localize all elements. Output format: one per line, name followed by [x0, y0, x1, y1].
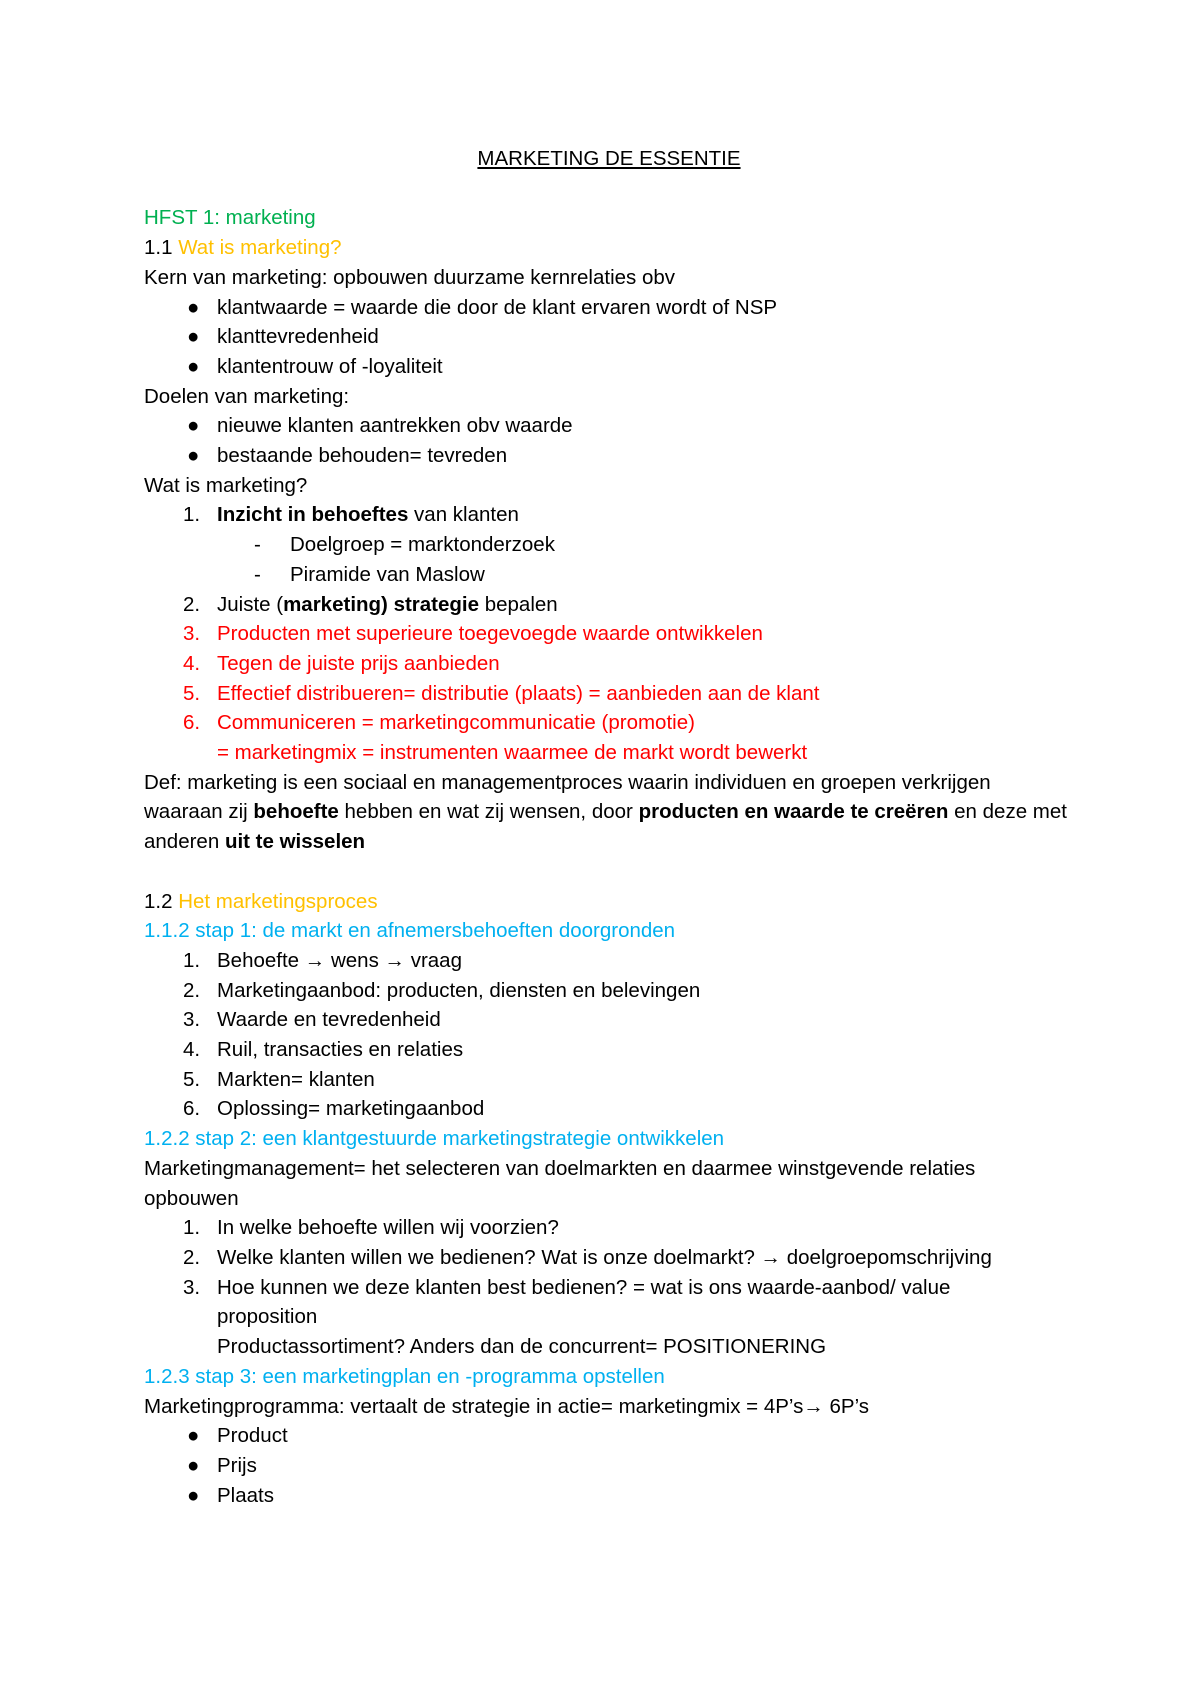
positionering-line: Productassortiment? Anders dan de concurrent= POSITIONERING: [217, 1335, 827, 1359]
bullet-icon: ●: [187, 325, 200, 349]
numbered-item: 3. Waarde en tevredenheid: [183, 1008, 441, 1032]
section-1-2-heading: [144, 887, 1074, 917]
numbered-item: 2. Juiste (marketing) strategie bepalen: [183, 592, 558, 616]
step-2-intro: Marketingmanagement= het selecteren van doelmarkten en daarmee winstgevende relaties opbouwen: [144, 1156, 976, 1210]
bullet-icon: ●: [187, 1483, 200, 1507]
numbered-item: 6. Communiceren = marketingcommunicatie (promotie): [183, 711, 695, 735]
numbered-item: 3. Hoe kunnen we deze klanten best bedienen? = wat is ons waarde-aanbod/ value proposition: [183, 1275, 951, 1329]
bullet-icon: ●: [187, 354, 200, 378]
list-item: ● nieuwe klanten aantrekken obv waarde: [144, 411, 1074, 441]
section-1-1-heading: [144, 233, 1074, 263]
numbered-item: 4. Ruil, transacties en relaties: [183, 1038, 464, 1062]
section-title: Het marketingsproces: [178, 889, 378, 913]
bullet-icon: ●: [187, 1453, 200, 1477]
numbered-item: 4. Tegen de juiste prijs aanbieden: [183, 651, 500, 675]
marketingmix-line: = marketingmix = instrumenten waarmee de markt wordt bewerkt: [217, 741, 808, 765]
numbered-item: 1. Behoefte → wens → vraag: [183, 948, 462, 972]
list-item: ● klantwaarde = waarde die door de klant ervaren wordt of NSP: [144, 293, 1074, 323]
numbered-item: 1. Inzicht in behoeftes van klanten: [183, 503, 519, 527]
section-title: Wat is marketing?: [178, 236, 342, 260]
step-3-intro: Marketingprogramma: vertaalt de strategie in actie= marketingmix = 4P’s→ 6P’s: [144, 1394, 870, 1418]
sub-list-item: - Piramide van Maslow: [254, 562, 485, 586]
bullet-icon: ●: [187, 295, 200, 319]
list-item: ● klantentrouw of -loyaliteit: [144, 352, 1074, 382]
sub-list-item: - Doelgroep = marktonderzoek: [254, 533, 555, 557]
numbered-item: 2. Welke klanten willen we bedienen? Wat is onze doelmarkt? → doelgroepomschrijving: [183, 1245, 992, 1269]
list-item: ● klanttevredenheid: [144, 322, 1074, 352]
step-2-heading: 1.2.2 stap 2: een klantgestuurde marketingstrategie ontwikkelen: [144, 1127, 725, 1151]
definition-paragraph: Def: marketing is een sociaal en managementproces waarin individuen en groepen verkrijgen waaraan zij behoefte hebben en wat zij wensen, door producten en waarde te creëren en deze met anderen uit te wisselen: [144, 770, 1067, 854]
list-item: ● bestaande behouden= tevreden: [144, 441, 1074, 471]
numbered-item: 3. Producten met superieure toegevoegde waarde ontwikkelen: [183, 622, 763, 646]
bullet-icon: ●: [187, 414, 200, 438]
section-number: 1.1: [144, 236, 173, 260]
spacer: [144, 857, 1074, 887]
wat-intro: Wat is marketing?: [144, 473, 308, 497]
numbered-item: 5. Markten= klanten: [183, 1067, 375, 1091]
page-title: MARKETING DE ESSENTIE: [477, 147, 741, 170]
numbered-item: 1. In welke behoefte willen wij voorzien?: [183, 1216, 559, 1240]
document-body: [144, 144, 1074, 1510]
step-1-heading: 1.1.2 stap 1: de markt en afnemersbehoeften doorgronden: [144, 919, 676, 943]
list-item: ● Product: [144, 1421, 1074, 1451]
list-item: ● Prijs: [144, 1451, 1074, 1481]
bullet-icon: ●: [187, 1424, 200, 1448]
numbered-item: 6. Oplossing= marketingaanbod: [183, 1097, 485, 1121]
step-3-heading: 1.2.3 stap 3: een marketingplan en -programma opstellen: [144, 1364, 665, 1388]
bullet-icon: ●: [187, 444, 200, 468]
kern-intro: Kern van marketing: opbouwen duurzame kernrelaties obv: [144, 265, 676, 289]
doelen-intro: Doelen van marketing:: [144, 384, 350, 408]
section-number: 1.2: [144, 889, 173, 913]
list-item: ● Plaats: [144, 1481, 1074, 1511]
chapter-heading: HFST 1: marketing: [144, 206, 316, 230]
numbered-item: 2. Marketingaanbod: producten, diensten en belevingen: [183, 978, 701, 1002]
numbered-item: 5. Effectief distribueren= distributie (plaats) = aanbieden aan de klant: [183, 681, 820, 705]
